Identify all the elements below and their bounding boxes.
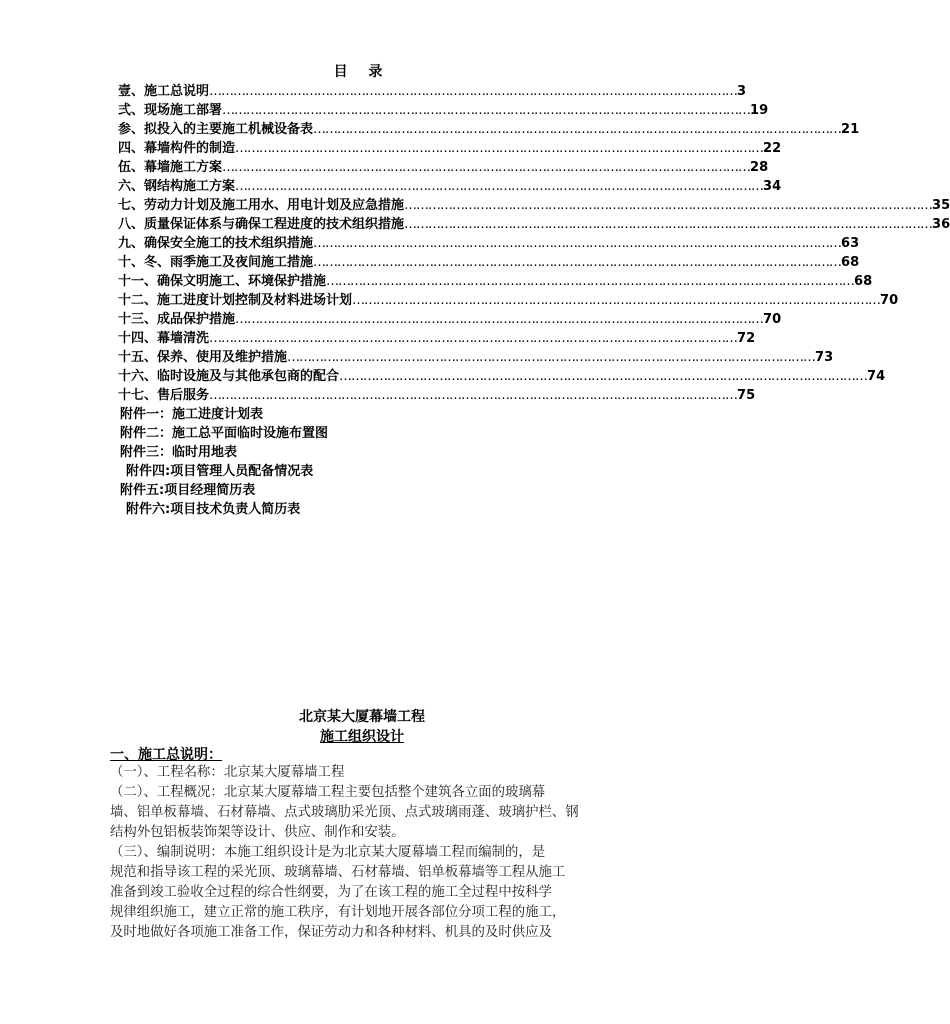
toc-leader-dots: …………………………………………………………………………………………………………………… — [235, 312, 764, 327]
toc-entry-number: 十、 — [118, 255, 145, 270]
toc-entry — [118, 82, 747, 101]
toc-leader-dots: …………………………………………………………………………………………………………………… — [404, 217, 933, 232]
toc-entry-text: 成品保护措施 — [157, 312, 236, 327]
toc-leader-dots: …………………………………………………………………………………………………………………… — [235, 141, 764, 156]
toc-entry-text: 幕墙清洗 — [157, 331, 210, 346]
appendix-item: 附件三：临时用地表 — [120, 445, 238, 460]
body-line: 墙、铝单板幕墙、石材幕墙、点式玻璃肋采光顶、点式玻璃雨蓬、玻璃护栏、钢 — [110, 805, 579, 820]
toc-entry-number: 壹、 — [118, 84, 145, 99]
toc-entry — [118, 386, 756, 405]
toc-title: 目 录 — [333, 64, 391, 80]
toc-entry-number: 伍、 — [118, 160, 145, 175]
toc-leader-dots: …………………………………………………………………………………………………………………… — [209, 331, 738, 346]
toc-entry — [118, 101, 769, 120]
toc-entry-number: 七、 — [118, 198, 145, 213]
body-line: 规律组织施工，建立正常的施工秩序，有计划地开展各部位分项工程的施工， — [110, 905, 566, 920]
toc-entry — [118, 196, 950, 215]
toc-entry-number: 十六、 — [118, 369, 158, 384]
toc-entry-text: 施工进度计划控制及材料进场计划 — [157, 293, 353, 308]
toc-entry-text: 现场施工部署 — [144, 103, 223, 118]
toc-leader-dots: …………………………………………………………………………………………………………………… — [339, 369, 868, 384]
toc-entry-text: 售后服务 — [157, 388, 210, 403]
toc-leader-dots: …………………………………………………………………………………………………………………… — [404, 198, 933, 213]
body-line: （一）、工程名称：北京某大厦幕墙工程 — [110, 765, 345, 780]
toc-entry-number: 十五、 — [118, 350, 158, 365]
toc-entry-text: 保养、使用及维护措施 — [157, 350, 288, 365]
toc-entry-number: 九、 — [118, 236, 145, 251]
toc-entry — [118, 367, 886, 386]
toc-entry-number: 参、 — [118, 122, 145, 137]
appendix-item: 附件四:项目管理人员配备情况表 — [126, 464, 314, 479]
toc-entry-page: 73 — [815, 350, 834, 365]
toc-entry — [118, 120, 860, 139]
toc-entry-number: 四、 — [118, 141, 145, 156]
toc-entry-number: 十七、 — [118, 388, 158, 403]
body-line: （二）、工程概况：北京某大厦幕墙工程主要包括整个建筑各立面的玻璃幕 — [110, 785, 546, 800]
toc-entry-number: 十二、 — [118, 293, 158, 308]
toc-leader-dots: …………………………………………………………………………………………………………………… — [235, 179, 764, 194]
toc-entry — [118, 158, 769, 177]
appendix-item: 附件五:项目经理简历表 — [120, 483, 256, 498]
toc-entry-number: 弍、 — [118, 103, 145, 118]
toc-entry-text: 钢结构施工方案 — [144, 179, 236, 194]
toc-entry — [118, 253, 860, 272]
toc-entry-page: 68 — [854, 274, 873, 289]
appendix-item: 附件二：施工总平面临时设施布置图 — [120, 426, 329, 441]
toc-entry-number: 十一、 — [118, 274, 158, 289]
toc-entry-text: 幕墙构件的制造 — [144, 141, 236, 156]
toc-entry-page: 3 — [737, 84, 747, 99]
toc-leader-dots: …………………………………………………………………………………………………………………… — [287, 350, 816, 365]
toc-entry-page: 75 — [737, 388, 756, 403]
toc-entry-text: 幕墙施工方案 — [144, 160, 223, 175]
toc-leader-dots: …………………………………………………………………………………………………………………… — [313, 236, 842, 251]
toc-entry-page: 72 — [737, 331, 756, 346]
toc-entry — [118, 139, 782, 158]
appendix-item: 附件一：施工进度计划表 — [120, 407, 264, 422]
section-heading: 一、施工总说明： — [110, 747, 222, 763]
toc-entry-number: 六、 — [118, 179, 145, 194]
toc-entry-page: 68 — [841, 255, 860, 270]
toc-entry — [118, 348, 834, 367]
toc-entry-number: 十四、 — [118, 331, 158, 346]
toc-leader-dots: …………………………………………………………………………………………………………………… — [209, 388, 738, 403]
toc-entry — [118, 310, 782, 329]
toc-entry — [118, 329, 756, 348]
toc-entry-page: 70 — [763, 312, 782, 327]
toc-entry-page: 63 — [841, 236, 860, 251]
toc-entry-text: 质量保证体系与确保工程进度的技术组织措施 — [144, 217, 405, 232]
appendix-item: 附件六:项目技术负责人简历表 — [126, 502, 301, 517]
toc-entry — [118, 234, 860, 253]
body-line: 结构外包铝板装饰架等设计、供应、制作和安装。 — [110, 825, 405, 840]
document-subtitle: 施工组织设计 — [320, 729, 404, 745]
toc-entry — [118, 177, 782, 196]
toc-entry-page: 28 — [750, 160, 769, 175]
toc-entry-text: 确保安全施工的技术组织措施 — [144, 236, 314, 251]
toc-leader-dots: …………………………………………………………………………………………………………………… — [313, 255, 842, 270]
toc-entry — [118, 272, 873, 291]
body-line: 规范和指导该工程的采光顶、玻璃幕墙、石材幕墙、铝单板幕墙等工程从施工 — [110, 865, 566, 880]
toc-entry-text: 劳动力计划及施工用水、用电计划及应急措施 — [144, 198, 405, 213]
toc-entry-text: 拟投入的主要施工机械设备表 — [144, 122, 314, 137]
toc-leader-dots: …………………………………………………………………………………………………………………… — [352, 293, 881, 308]
toc-entry-page: 35 — [932, 198, 950, 213]
toc-entry-page: 70 — [880, 293, 899, 308]
toc-entry — [118, 291, 899, 310]
toc-entry-number: 十三、 — [118, 312, 158, 327]
toc-entry-page: 74 — [867, 369, 886, 384]
toc-entry-page: 34 — [763, 179, 782, 194]
body-line: 及时地做好各项施工准备工作，保证劳动力和各种材料、机具的及时供应及 — [110, 925, 552, 940]
toc-leader-dots: …………………………………………………………………………………………………………………… — [222, 160, 751, 175]
toc-entry-page: 19 — [750, 103, 769, 118]
toc-entry-page: 36 — [932, 217, 950, 232]
toc-entry-text: 临时设施及与其他承包商的配合 — [157, 369, 340, 384]
toc-leader-dots: …………………………………………………………………………………………………………………… — [222, 103, 751, 118]
toc-entry-text: 施工总说明 — [144, 84, 210, 99]
toc-entry-page: 21 — [841, 122, 860, 137]
body-line: 准备到竣工验收全过程的综合性纲要，为了在该工程的施工全过程中按科学 — [110, 885, 552, 900]
toc-entry-text: 冬、雨季施工及夜间施工措施 — [144, 255, 314, 270]
body-line: （三）、编制说明：本施工组织设计是为北京某大厦幕墙工程而编制的，是 — [110, 845, 546, 860]
toc-entry — [118, 215, 950, 234]
toc-entry-number: 八、 — [118, 217, 145, 232]
toc-leader-dots: …………………………………………………………………………………………………………………… — [209, 84, 738, 99]
toc-entry-text: 确保文明施工、环境保护措施 — [157, 274, 327, 289]
toc-leader-dots: …………………………………………………………………………………………………………………… — [326, 274, 855, 289]
document-title: 北京某大厦幕墙工程 — [299, 709, 425, 725]
toc-entry-page: 22 — [763, 141, 782, 156]
toc-leader-dots: …………………………………………………………………………………………………………………… — [313, 122, 842, 137]
